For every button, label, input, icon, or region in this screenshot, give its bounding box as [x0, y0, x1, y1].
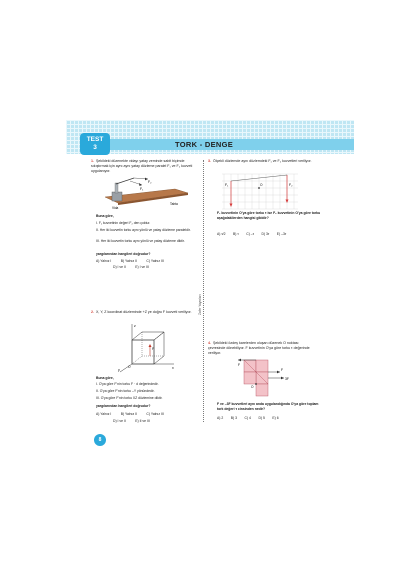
- f1-arrowhead: [139, 183, 142, 186]
- force-f-side-head: [277, 371, 280, 374]
- question-1-statement-1: I. F₁ kuvvetinin değeri F₂ den çoktur.: [96, 221, 151, 225]
- f1-label: F₁: [225, 183, 229, 187]
- pivot-o: [255, 383, 257, 385]
- question-4-question: F ve –3F kuvvetleri aynı anda uygulandığında O'ya göre toplam tork değeri τ cinsinden nedir?: [217, 402, 319, 411]
- question-4-number: 4.: [208, 341, 211, 345]
- f2-label: F₂: [289, 183, 293, 187]
- f2-label: F₂: [148, 180, 152, 184]
- squares: [244, 360, 268, 396]
- board-label: Tahta: [170, 202, 178, 206]
- test-number: 3: [93, 144, 97, 151]
- question-2-choices-row-1[interactable]: A) Yalnız I B) Yalnız II C) Yalnız III: [96, 412, 164, 416]
- question-1-text: Şekildeki düzenekte vidayı yatay zeminde sabit biçimde sıkıştırmak için aynı aynı yatay düzleme paralel F₁ ve F₂ kuvveti uygulanıyor.: [91, 159, 193, 173]
- question-1-figure: [100, 175, 190, 211]
- question-2-statement-2: II. O'ya göre F'nin torku –Y yönündedir.: [96, 389, 155, 393]
- question-1-choices-row-2[interactable]: D) I ve II E) I ve III: [113, 265, 149, 269]
- page-number: 8: [94, 434, 106, 446]
- question-2-number: 2.: [91, 310, 94, 314]
- question-1-prompt: Buna göre,: [96, 214, 114, 218]
- force-f-label: F: [152, 347, 155, 351]
- question-1-question: yargılarından hangileri doğrudur?: [96, 252, 151, 256]
- question-1-number: 1.: [91, 159, 94, 163]
- question-3-choices[interactable]: A) τ/2 B) τ C) –τ D) 3τ E) –3τ: [217, 232, 287, 236]
- question-2-question: yargılarından hangileri doğrudur?: [96, 404, 151, 408]
- question-1-stem: [91, 159, 193, 174]
- question-1-statement-3: III. Her iki kuvvetin torku aynı yönlü ve yatay düzleme diktir.: [96, 239, 185, 243]
- force-3f-head: [281, 377, 284, 380]
- question-4-choices[interactable]: A) 2 B) 3 C) 4 D) 5 E) 6: [217, 416, 279, 420]
- question-4-text: Şekildeki özdeş karelerden oluşan düzenek O noktası çevresinde dönebiliyor. F kuvvetinin O'ya göre torku τ değerinde veriliyor.: [208, 341, 310, 355]
- question-4-figure: [236, 358, 296, 398]
- f2-vector-head: [286, 200, 289, 204]
- test-badge: [80, 133, 110, 155]
- question-2-prompt: Buna göre,: [96, 376, 114, 380]
- force-f-top-head: [238, 359, 241, 362]
- question-2-statement-3: III. O'ya göre F'nin torku XZ düzlemine diktir.: [96, 396, 163, 400]
- cube-hidden-3: [132, 356, 142, 364]
- pivot-label: O: [260, 183, 263, 187]
- pivot-label: O: [251, 385, 254, 389]
- origin-label: O: [128, 365, 131, 369]
- question-1-statement-2: II. Her iki kuvvetin torku aynı yönlü ve yatay düzleme paraleldir.: [96, 228, 191, 232]
- vise-handle: [116, 178, 134, 184]
- test-label: TEST: [86, 136, 104, 143]
- question-2-stem: [91, 310, 195, 315]
- publisher-side-note: Zafer Yayınları: [198, 294, 202, 316]
- grid: [222, 174, 298, 209]
- question-2-choices-row-2[interactable]: D) I ve II E) II ve III: [113, 419, 150, 423]
- question-3-figure: [222, 172, 302, 210]
- vise-stand: [115, 183, 118, 193]
- question-4-stem: [208, 341, 316, 356]
- page-title: TORK - DENGE: [175, 140, 234, 149]
- force-f-top-label: F: [238, 363, 241, 367]
- question-3-text: Ölçekli düzlemde aynı düzlemdeki F₁ ve F₂ kuvvetleri veriliyor.: [213, 159, 312, 163]
- vise-body: [112, 192, 122, 201]
- f1-vector-head: [230, 204, 233, 208]
- question-2-figure: [118, 322, 178, 374]
- axis-y-label: y: [118, 368, 120, 372]
- question-1-choices-row-1[interactable]: A) Yalnız I B) Yalnız II C) Yalnız III: [96, 259, 164, 263]
- cube-front: [132, 340, 154, 364]
- question-2-statement-1: I. O'ya göre F'nin torku F · d değerindedir.: [96, 382, 159, 386]
- vise-label: Vida: [112, 206, 119, 210]
- force-f-side-label: F: [281, 368, 284, 372]
- question-3-question: F₁ kuvvetinin O'ya göre torku τ ise F₂ kuvvetinin O'ya göre torku aşağıdakilerden hangisi gibidir?: [217, 211, 321, 220]
- axis-x-label: x: [172, 366, 174, 370]
- question-3-stem: [208, 159, 313, 164]
- question-3-number: 3.: [208, 159, 211, 163]
- f1-label: F₁: [140, 187, 144, 191]
- axis-z-label: z: [134, 324, 136, 328]
- pivot-o: [258, 187, 260, 189]
- cube-side: [154, 332, 164, 364]
- question-2-text: X, Y, Z koordinat düzleminde +Z ye doğru F kuvveti veriliyor.: [96, 310, 192, 314]
- force-3f-label: 3F: [285, 377, 289, 381]
